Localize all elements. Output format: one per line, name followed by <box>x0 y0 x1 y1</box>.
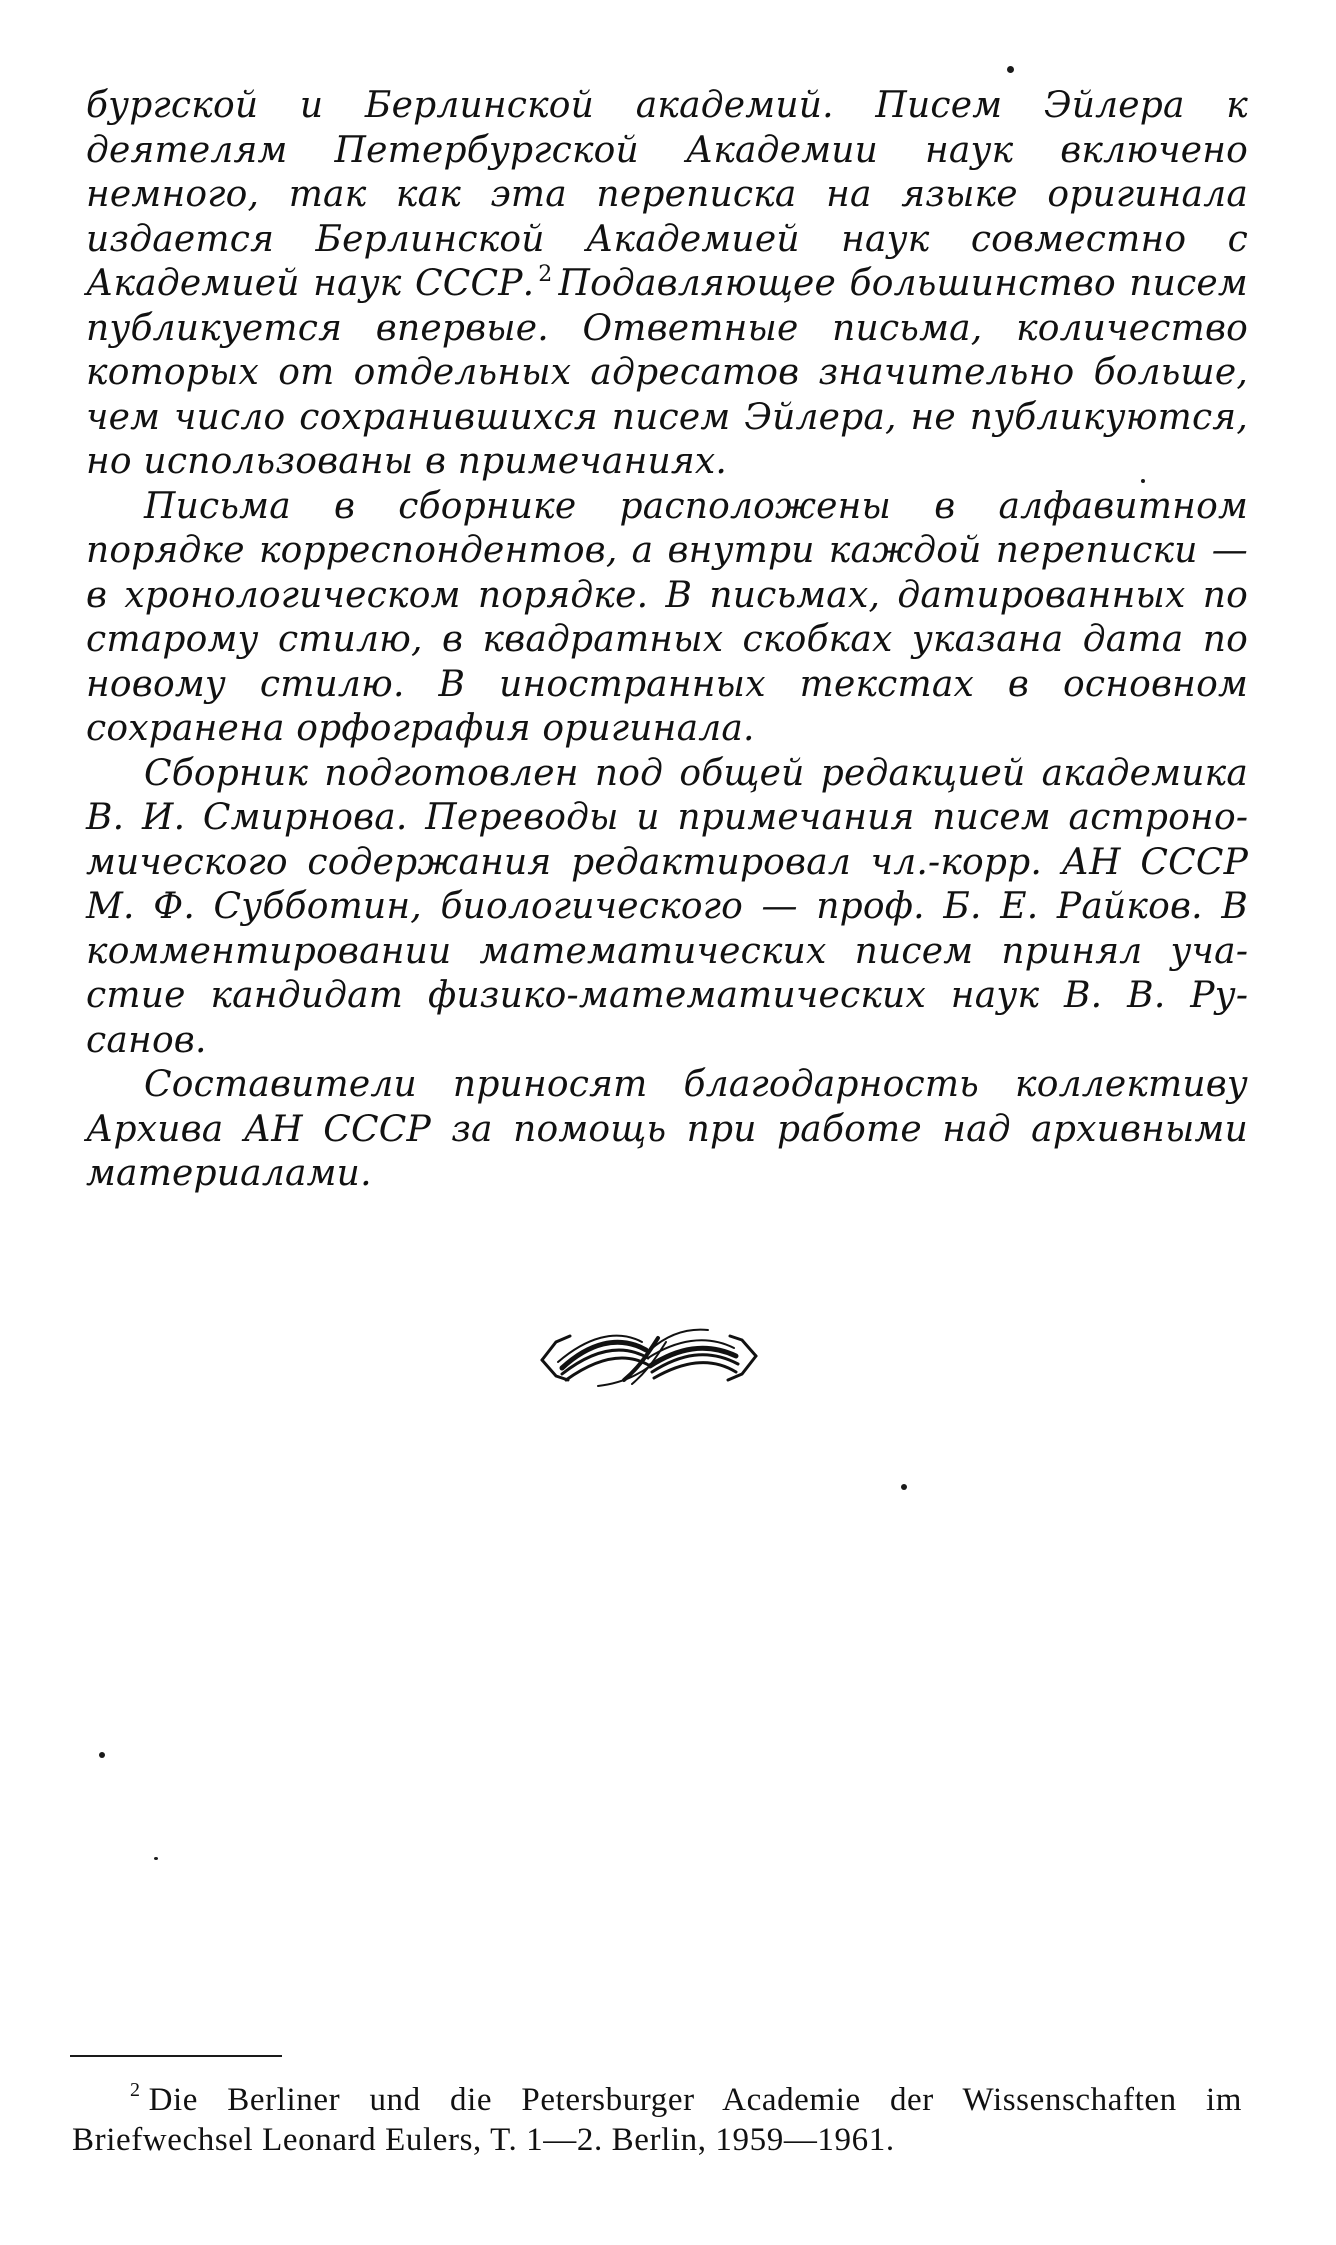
braided-ornament-icon <box>538 1320 760 1394</box>
paragraph-4: Составители приносят благодарность коллективу Архива АН СССР за помощь при работе над архивными материалами. <box>86 1064 1248 1194</box>
footnote-divider <box>70 2055 282 2057</box>
print-speck <box>901 1484 907 1490</box>
paragraph-1-text: бургской и Берлинской академий. Писем Эйлера к деятелям Петербургской Академии наук включено немного, так как эта переписка на языке оригинала издается Берлинской Академией наук совместно с Академией наук СССР. <box>86 85 1248 304</box>
footnote-text: Die Berliner und die Petersburger Academie der Wissenschaften im Briefwechsel Leonard Eulers, T. 1—2. Berlin, 1959—1961. <box>72 2082 1242 2158</box>
footnote-mark: 2 <box>130 2079 141 2101</box>
main-text <box>86 84 1248 1197</box>
footnote <box>72 2080 1242 2160</box>
paragraph-3: Сборник подготовлен под общей редакцией академика В. И. Смирнова. Переводы и примечания писем астрономического содержания редактировал чл.-корр. АН СССР М. Ф. Субботин, биологического — проф. Б. Е. Райков. В комментировании математических писем принял участие кандидат физико-математических наук В. В. Русанов. <box>86 752 1248 1061</box>
paragraph-1 <box>86 84 1248 485</box>
paragraph-1-continuation: Подавляющее большинство писем публикуется впервые. Ответные письма, количество которых от отдельных адресатов значительно больше, чем число сохранившихся писем Эйлера, не публикуются, но использованы в примечаниях. <box>86 263 1248 482</box>
paragraph-2: Письма в сборнике расположены в алфавитном порядке корреспондентов, а внутри каждой переписки — в хронологическом порядке. В письмах, датированных по старому стилю, в квадратных скобках указана дата по новому стилю. В иностранных текстах в основном сохранена орфография оригинала. <box>86 485 1248 749</box>
print-speck <box>1141 479 1145 483</box>
print-speck <box>1007 66 1014 73</box>
print-speck <box>154 1857 158 1860</box>
print-speck <box>99 1752 105 1758</box>
footnote-reference[interactable]: 2 <box>538 262 553 287</box>
